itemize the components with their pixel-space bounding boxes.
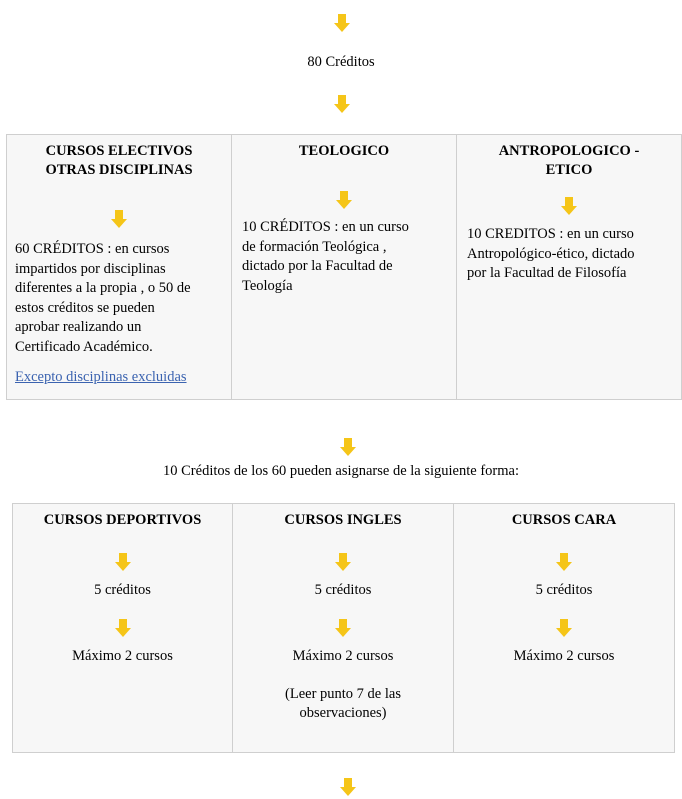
english-column [233,504,454,753]
down-arrow-icon [457,197,681,215]
down-arrow-icon [13,553,232,571]
english-credits: 5 créditos [314,582,372,598]
sports-credits: 5 créditos [94,582,151,598]
cara-max: Máximo 2 cursos [513,648,615,664]
down-arrow-icon [334,14,350,32]
theology-description: 10 CRÉDITOS : en un curso de formación Teológica , dictado por la Facultad de Teología [242,219,409,294]
cara-heading: CURSOS CARA [511,512,617,528]
down-arrow-icon [454,553,674,571]
down-arrow-icon [454,619,674,637]
down-arrow-icon [334,95,350,113]
theology-heading: TEOLOGICO [298,143,390,159]
electives-description: 60 CRÉDITOS : en cursos impartidos por disciplinas diferentes a la propia , o 50 de estos créditos se pueden aprobar realizando un Certificado Académico. [15,241,191,355]
sports-column [13,504,233,753]
anthropological-description: 10 CREDITOS : en un curso Antropológico-ético, dictado por la Facultad de Filosofía [467,226,635,281]
anthropological-heading: ANTROPOLOGICO - ETICO [498,143,640,178]
down-arrow-icon [13,619,232,637]
down-arrow-icon [340,778,356,796]
down-arrow-icon [233,553,453,571]
down-arrow-icon [232,191,456,209]
distribution-note: 10 Créditos de los 60 pueden asignarse de la siguiente forma: [163,463,519,479]
total-credits-label: 80 Créditos [307,54,375,70]
down-arrow-icon [340,438,356,456]
electives-heading: CURSOS ELECTIVOS OTRAS DISCIPLINAS [45,143,193,178]
cara-column [454,504,675,753]
theology-column [232,135,457,400]
excluded-disciplines-link[interactable]: Excepto disciplinas excluidas [15,369,187,385]
anthropological-column [457,135,682,400]
optional-courses-table [12,503,675,753]
credit-categories-table [6,134,682,400]
sports-max: Máximo 2 cursos [72,648,173,664]
down-arrow-icon [233,619,453,637]
electives-column [7,135,232,400]
english-note: (Leer punto 7 de las observaciones) [285,686,401,721]
cara-credits: 5 créditos [535,582,593,598]
down-arrow-icon [7,210,231,228]
english-heading: CURSOS INGLES [284,512,402,528]
sports-heading: CURSOS DEPORTIVOS [43,512,202,528]
english-max: Máximo 2 cursos [292,648,394,664]
